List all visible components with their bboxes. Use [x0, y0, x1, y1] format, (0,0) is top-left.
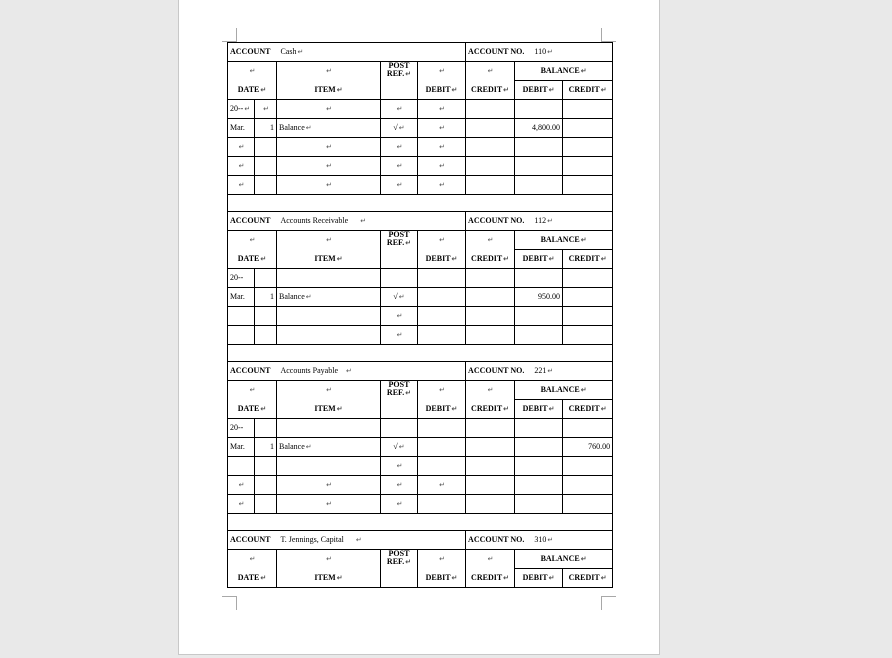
table-row: ↵ [228, 457, 613, 476]
account-no-label: ACCOUNT NO. [468, 535, 525, 544]
credit-header: CREDIT↵ [466, 250, 515, 269]
balance-debit-header: DEBIT↵ [515, 250, 563, 269]
date-header: DATE↵ [228, 250, 277, 269]
table-row: Mar. 1 Balance↵ √↵ 950.00 [228, 288, 613, 307]
account-number: 310 [534, 535, 547, 544]
column-header-row: ↵ ↵ POST REF.↵ ↵ ↵ BALANCE↵ [228, 550, 613, 569]
account-header-row: ACCOUNT Accounts Payable ↵ ACCOUNT NO. 221↵ [228, 362, 613, 381]
account-number: 112 [534, 216, 547, 225]
account-header-row: ACCOUNT T. Jennings, Capital ↵ ACCOUNT NO. 310↵ [228, 531, 613, 550]
account-header-row: ACCOUNT Cash↵ ACCOUNT NO. 110↵ [228, 43, 613, 62]
day-cell: 1 [270, 442, 274, 451]
debit-header: DEBIT↵ [418, 250, 466, 269]
account-name: Accounts Receivable [280, 216, 349, 225]
post-ref-header: POST REF.↵ [381, 550, 418, 588]
day-cell: 1 [270, 292, 274, 301]
account-number: 221 [534, 366, 547, 375]
balance-debit-header: DEBIT↵ [515, 569, 563, 588]
item-cell: Balance [279, 292, 305, 301]
balance-header: BALANCE↵ [515, 231, 613, 250]
table-row [228, 269, 613, 288]
column-header-row: ↵ ↵ POST REF.↵ ↵ ↵ BALANCE↵ [228, 62, 613, 81]
account-no-label: ACCOUNT NO. [468, 216, 525, 225]
month-cell: Mar. [230, 442, 245, 451]
month-cell: Mar. [230, 292, 245, 301]
credit-header: CREDIT↵ [466, 81, 515, 100]
balance-credit-header: CREDIT↵ [563, 81, 613, 100]
item-header: ITEM↵ [277, 81, 381, 100]
account-name: Cash [280, 47, 297, 56]
year-cell: 20-- [230, 104, 244, 113]
post-ref-cell: √ [393, 292, 398, 301]
crop-mark-bottom-left [236, 596, 237, 610]
balance-debit-header: DEBIT↵ [515, 400, 563, 419]
account-label: ACCOUNT [230, 216, 271, 225]
post-ref-header: POST REF.↵ [381, 381, 418, 419]
year-cell: 20-- [230, 273, 244, 282]
account-header-row: ACCOUNT Accounts Receivable ↵ ACCOUNT NO. 112↵ [228, 212, 613, 231]
post-ref-cell: √ [393, 123, 398, 132]
post-ref-header: POST REF.↵ [381, 231, 418, 269]
account-label: ACCOUNT [230, 535, 271, 544]
date-header: DATE↵ [228, 81, 277, 100]
separator-row [228, 195, 613, 212]
balance-header: BALANCE↵ [515, 550, 613, 569]
table-row: 20--↵ ↵ ↵ ↵ ↵ [228, 100, 613, 119]
crop-mark-bottom-right-h [602, 596, 616, 597]
crop-mark-top-right [601, 28, 602, 42]
balance-credit-cell: 760.00 [588, 442, 611, 451]
column-header-row-2 [228, 400, 613, 419]
account-no-label: ACCOUNT NO. [468, 366, 525, 375]
table-row: Mar. 1 Balance↵ √↵ 760.00 [228, 438, 613, 457]
table-row: ↵ [228, 326, 613, 345]
year-cell: 20-- [230, 423, 244, 432]
table-row: ↵ ↵ ↵ ↵ [228, 176, 613, 195]
general-ledger-table [227, 42, 613, 588]
account-no-label: ACCOUNT NO. [468, 47, 525, 56]
account-name: Accounts Payable [280, 366, 338, 375]
table-row: ↵ [228, 307, 613, 326]
date-header: DATE↵ [228, 400, 277, 419]
table-row: Mar. 1 Balance↵ √↵ ↵ 4,800.00 [228, 119, 613, 138]
account-name: T. Jennings, Capital [280, 535, 344, 544]
item-cell: Balance [279, 123, 305, 132]
account-label: ACCOUNT [230, 47, 271, 56]
separator-row [228, 514, 613, 531]
month-cell: Mar. [230, 123, 245, 132]
column-header-row: ↵ ↵ POST REF.↵ ↵ ↵ BALANCE↵ [228, 231, 613, 250]
balance-credit-header: CREDIT↵ [563, 250, 613, 269]
balance-header: BALANCE↵ [515, 381, 613, 400]
item-header: ITEM↵ [277, 569, 381, 588]
column-header-row-2 [228, 81, 613, 100]
table-row: ↵ ↵ ↵ ↵ [228, 157, 613, 176]
table-row: ↵ ↵ ↵ [228, 495, 613, 514]
date-header: DATE↵ [228, 569, 277, 588]
crop-mark-bottom-right [601, 596, 602, 610]
column-header-row-2 [228, 569, 613, 588]
balance-header: BALANCE↵ [515, 62, 613, 81]
post-ref-cell: √ [393, 442, 398, 451]
table-row: ↵ ↵ ↵ ↵ [228, 138, 613, 157]
debit-header: DEBIT↵ [418, 569, 466, 588]
balance-credit-header: CREDIT↵ [563, 400, 613, 419]
separator-row [228, 345, 613, 362]
crop-mark-top-left [236, 28, 237, 42]
balance-debit-header: DEBIT↵ [515, 81, 563, 100]
column-header-row: ↵ ↵ POST REF.↵ ↵ ↵ BALANCE↵ [228, 381, 613, 400]
credit-header: CREDIT↵ [466, 569, 515, 588]
account-label: ACCOUNT [230, 366, 271, 375]
table-row [228, 419, 613, 438]
item-header: ITEM↵ [277, 250, 381, 269]
balance-debit-cell: 950.00 [538, 292, 561, 301]
crop-mark-bottom-left-h [222, 596, 236, 597]
item-cell: Balance [279, 442, 305, 451]
column-header-row-2 [228, 250, 613, 269]
balance-credit-header: CREDIT↵ [563, 569, 613, 588]
table-row: ↵ ↵ ↵ ↵ [228, 476, 613, 495]
account-number: 110 [534, 47, 547, 56]
debit-header: DEBIT↵ [418, 400, 466, 419]
day-cell: 1 [270, 123, 274, 132]
post-ref-header: POST REF.↵ [381, 62, 418, 100]
item-header: ITEM↵ [277, 400, 381, 419]
debit-header: DEBIT↵ [418, 81, 466, 100]
credit-header: CREDIT↵ [466, 400, 515, 419]
balance-debit-cell: 4,800.00 [532, 123, 561, 132]
